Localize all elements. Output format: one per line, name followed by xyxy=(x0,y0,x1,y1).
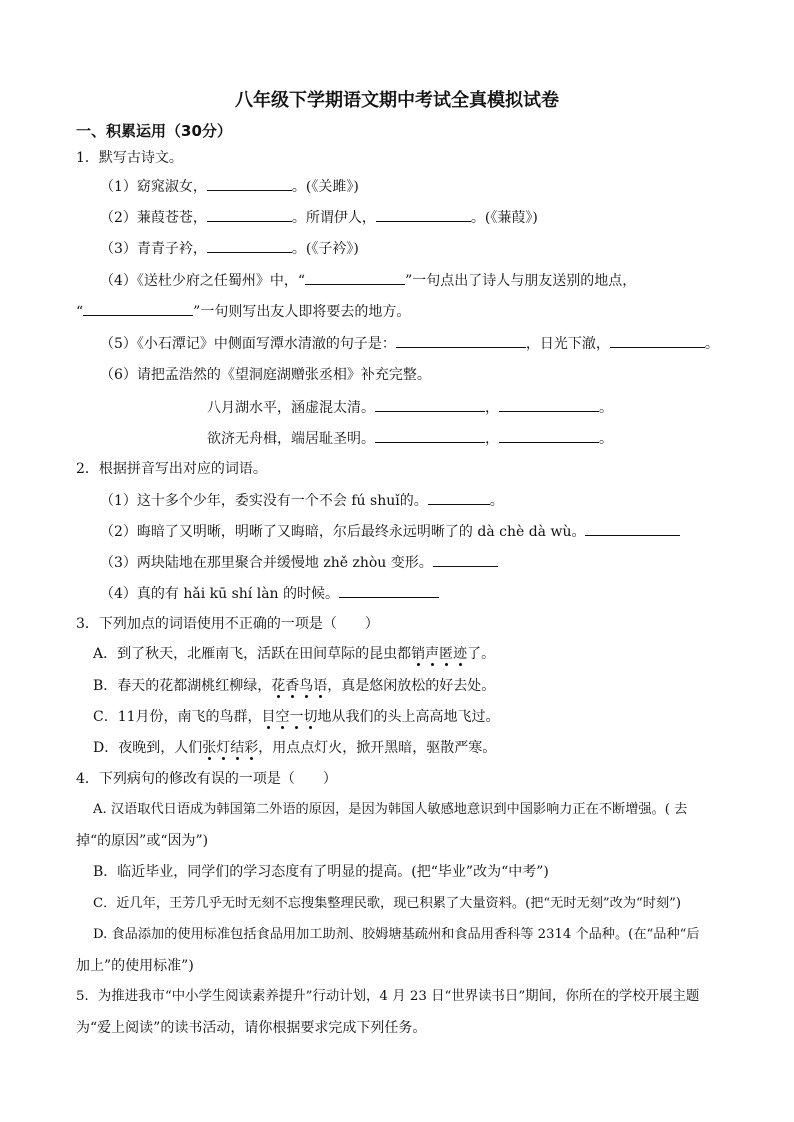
q5-stem-line2: 为“爱上阅读”的读书活动，请你根据要求完成下列任务。 xyxy=(76,1020,427,1036)
answer-blank[interactable] xyxy=(375,428,485,443)
q4-option-a[interactable]: A. 汉语取代日语成为韩国第二外语的原因，是因为韩国人敏感地意识到中国影响力正在不断增强。( 去 xyxy=(93,802,688,817)
answer-blank[interactable] xyxy=(499,397,599,412)
q1-item-4-line2: “ ”一句则写出友人即将要去的地方。 xyxy=(76,301,410,322)
q4-option-d[interactable]: D. 食品添加的使用标准包括食品用加工助剂、胶姆塘基疏州和食品用香科等 2314 个品种。(在“品种“后 xyxy=(93,927,700,942)
answer-blank[interactable] xyxy=(396,333,526,348)
answer-blank[interactable] xyxy=(376,207,471,222)
answer-blank[interactable] xyxy=(207,176,292,191)
q4-option-d-cont: 加上”的使用标准”) xyxy=(76,958,194,974)
answer-blank[interactable] xyxy=(207,238,292,253)
q3-option-a[interactable]: A．到了秋天，北雁南飞，活跃在田间草际的昆虫都销声匿迹了。 xyxy=(93,646,496,662)
q1-item-6: （6）请把孟浩然的《望洞庭湖赠张丞相》补充完整。 xyxy=(100,367,431,383)
q2-item-1: （1）这十多个少年，委实没有一个不会 fú shuǐ的。 。 xyxy=(100,490,504,511)
q4-option-a-cont: 掉“的原因”或“因为”) xyxy=(76,833,209,849)
answer-blank[interactable] xyxy=(305,270,405,285)
q3-stem: 3．下列加点的词语使用不正确的一项是（ ） xyxy=(76,616,379,632)
q2-item-3: （3）两块陆地在那里聚合并缓慢地 zhě zhòu 变形。 xyxy=(100,552,498,573)
page-title: 八年级下学期语文期中考试全真模拟试卷 xyxy=(235,90,559,111)
dotted-term: 销声匿迹 xyxy=(411,646,468,662)
q1-stem: 1．默写古诗文。 xyxy=(76,150,183,166)
q4-option-b[interactable]: B．临近毕业，同学们的学习态度有了明显的提高。(把“毕业”改为“中考”) xyxy=(93,864,549,880)
answer-blank[interactable] xyxy=(585,521,680,536)
q3-option-d[interactable]: D．夜晚到，人们张灯结彩，用点点灯火，掀开黑暗，驱散严寒。 xyxy=(93,740,497,756)
answer-blank[interactable] xyxy=(83,301,193,316)
q2-item-4: （4）真的有 hǎi kū shí làn 的时候。 xyxy=(100,583,439,604)
q4-stem: 4．下列病句的修改有误的一项是（ ） xyxy=(76,771,337,787)
q5-stem-line1: 5．为推进我市“中小学生阅读素养提升”行动计划，4 月 23 日“世界读书日”期间，你所在的学校开展主题 xyxy=(76,989,700,1004)
dotted-term: 张灯结彩 xyxy=(202,740,259,756)
answer-blank[interactable] xyxy=(428,490,490,505)
q1-item-1: （1）窈窕淑女， 。(《关雎》) xyxy=(100,176,359,197)
dotted-term: 花香鸟语 xyxy=(271,678,328,694)
answer-blank[interactable] xyxy=(499,428,599,443)
q3-option-b[interactable]: B．春天的花都湖桃红柳绿，花香鸟语，真是悠闲放松的好去处。 xyxy=(93,678,496,694)
answer-blank[interactable] xyxy=(433,552,498,567)
q1-item-5: （5）《小石潭记》中侧面写潭水清澈的句子是： ，日光下澈， 。 xyxy=(100,333,719,354)
q2-stem: 2．根据拼音写出对应的词语。 xyxy=(76,461,267,477)
q3-option-c[interactable]: C．11月份，南飞的鸟群，目空一切地从我们的头上高高地飞过。 xyxy=(93,709,500,725)
q1-item-2: （2）蒹葭苍苍， 。所谓伊人， 。(《蒹葭》) xyxy=(100,207,538,228)
answer-blank[interactable] xyxy=(375,397,485,412)
q1-item-4-line1: （4）《送杜少府之任蜀州》中，“ ”一句点出了诗人与朋友送别的地点， xyxy=(100,270,636,291)
q2-item-2: （2）晦暗了又明晰，明晰了又晦暗，尔后最终永远明晰了的 dà chè dà wù。 xyxy=(100,521,680,542)
q1-item-3: （3）青青子衿， 。(《子衿》) xyxy=(100,238,359,259)
poem-line-1: 八月湖水平，涵虚混太清。 ， 。 xyxy=(207,397,613,418)
q4-option-c[interactable]: C．近几年，王芳几乎无时无刻不忘搜集整理民歌，现已积累了大量资料。(把“无时无刻”改为“时刻”) xyxy=(93,896,682,911)
answer-blank[interactable] xyxy=(610,333,705,348)
section-heading: 一、积累运用（30分） xyxy=(76,122,232,140)
poem-line-2: 欲济无舟楫，端居耻圣明。 ， 。 xyxy=(207,428,613,449)
answer-blank[interactable] xyxy=(207,207,292,222)
answer-blank[interactable] xyxy=(339,583,439,598)
dotted-term: 目空一切 xyxy=(261,709,318,725)
